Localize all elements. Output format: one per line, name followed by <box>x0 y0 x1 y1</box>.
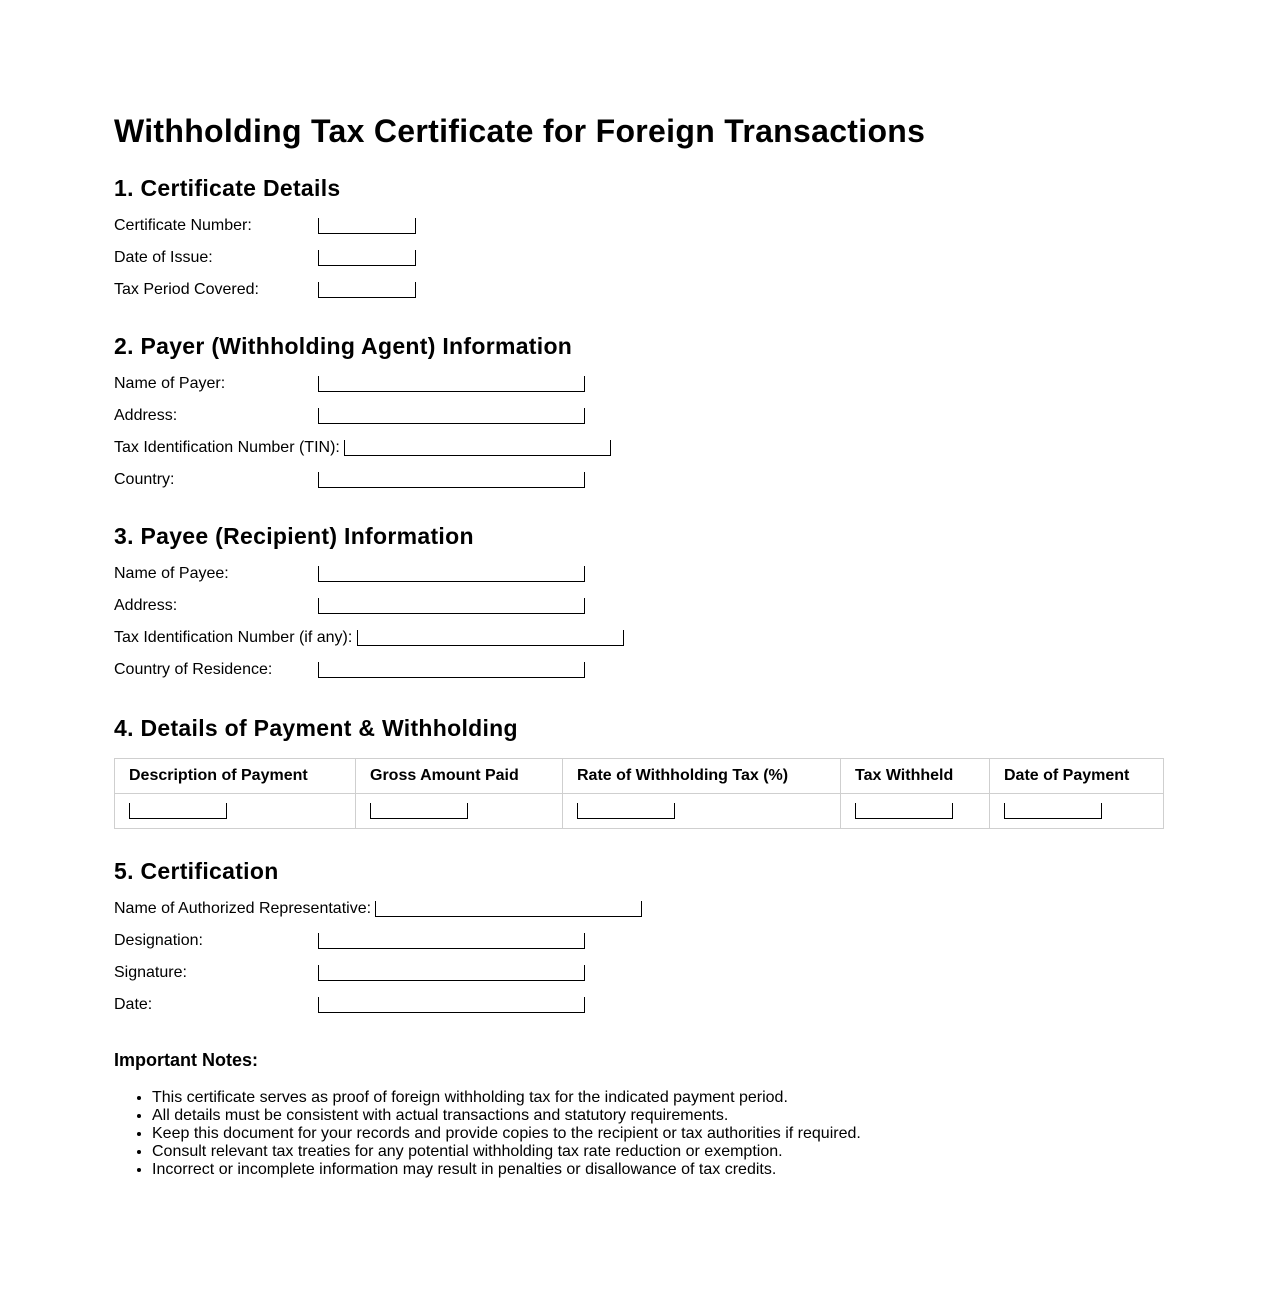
payee-tin-field[interactable] <box>357 630 624 646</box>
payer-name-field[interactable] <box>318 376 585 392</box>
payer-country-field[interactable] <box>318 472 585 488</box>
date-field[interactable] <box>318 997 585 1013</box>
payee-tin-row <box>114 622 1164 654</box>
section-payee-heading: 3. Payee (Recipient) Information <box>114 523 474 549</box>
date-of-payment-field[interactable] <box>1004 803 1102 819</box>
column-header: Tax Withheld <box>841 759 990 794</box>
field-label: Tax Identification Number (TIN): <box>114 439 340 456</box>
payee-address-row <box>114 590 1164 622</box>
field-label: Signature: <box>114 964 187 981</box>
signature-field[interactable] <box>318 965 585 981</box>
field-label: Address: <box>114 407 178 424</box>
designation-field[interactable] <box>318 933 585 949</box>
description-of-payment-field[interactable] <box>129 803 227 819</box>
payee-name-row <box>114 558 1164 590</box>
table-cell <box>841 794 990 829</box>
column-header: Description of Payment <box>115 759 356 794</box>
representative-name-row <box>114 893 1164 925</box>
field-label: Certificate Number: <box>114 217 252 234</box>
field-label: Date: <box>114 996 153 1013</box>
payee-country-row <box>114 654 1164 686</box>
list-item: • This certificate serves as proof of foreign withholding tax for the indicated payment period. <box>152 1089 1164 1107</box>
notes-title: Important Notes: <box>114 1050 258 1070</box>
section-certification-heading: 5. Certification <box>114 858 279 884</box>
notes-list <box>114 1089 1164 1179</box>
payer-address-field[interactable] <box>318 408 585 424</box>
certificate-number-row <box>114 210 1164 242</box>
payer-tin-row <box>114 432 1164 464</box>
field-label: Address: <box>114 597 178 614</box>
certification-fields <box>114 893 1164 1021</box>
payee-address-field[interactable] <box>318 598 585 614</box>
column-header: Date of Payment <box>990 759 1164 794</box>
withholding-rate-field[interactable] <box>577 803 675 819</box>
section-payer-heading: 2. Payer (Withholding Agent) Information <box>114 333 573 359</box>
payer-tin-field[interactable] <box>344 440 611 456</box>
list-item: • All details must be consistent with actual transactions and statutory requirements. <box>152 1107 1164 1125</box>
list-item: • Incorrect or incomplete information may result in penalties or disallowance of tax credits. <box>152 1161 1164 1179</box>
field-label: Country: <box>114 471 175 488</box>
tax-period-field[interactable] <box>318 282 416 298</box>
field-label: Designation: <box>114 932 203 949</box>
payee-country-field[interactable] <box>318 662 585 678</box>
field-label: Name of Payee: <box>114 565 229 582</box>
gross-amount-field[interactable] <box>370 803 468 819</box>
field-label: Name of Authorized Representative: <box>114 900 372 917</box>
date-row <box>114 989 1164 1021</box>
payer-fields <box>114 368 1164 496</box>
field-label: Country of Residence: <box>114 661 273 678</box>
signature-row <box>114 957 1164 989</box>
section-payment-heading: 4. Details of Payment & Withholding <box>114 715 518 741</box>
table-cell <box>563 794 841 829</box>
column-header: Gross Amount Paid <box>356 759 563 794</box>
payee-fields <box>114 558 1164 686</box>
payee-name-field[interactable] <box>318 566 585 582</box>
field-label: Date of Issue: <box>114 249 213 266</box>
column-header: Rate of Withholding Tax (%) <box>563 759 841 794</box>
payer-address-row <box>114 400 1164 432</box>
table-cell <box>356 794 563 829</box>
table-row <box>115 794 1164 829</box>
tax-period-row <box>114 274 1164 306</box>
section-certificate-heading: 1. Certificate Details <box>114 175 341 201</box>
date-of-issue-field[interactable] <box>318 250 416 266</box>
date-of-issue-row <box>114 242 1164 274</box>
payer-name-row <box>114 368 1164 400</box>
table-cell <box>115 794 356 829</box>
representative-name-field[interactable] <box>375 901 642 917</box>
designation-row <box>114 925 1164 957</box>
table-header-row <box>115 759 1164 794</box>
certificate-fields <box>114 210 1164 306</box>
field-label: Name of Payer: <box>114 375 226 392</box>
tax-withheld-field[interactable] <box>855 803 953 819</box>
payment-table <box>114 758 1164 829</box>
field-label: Tax Identification Number (if any): <box>114 629 353 646</box>
payer-country-row <box>114 464 1164 496</box>
field-label: Tax Period Covered: <box>114 281 259 298</box>
document-title: Withholding Tax Certificate for Foreign Transactions <box>114 113 926 149</box>
table-cell <box>990 794 1164 829</box>
certificate-number-field[interactable] <box>318 218 416 234</box>
list-item: • Keep this document for your records and provide copies to the recipient or tax authorities if required. <box>152 1125 1164 1143</box>
list-item: • Consult relevant tax treaties for any potential withholding tax rate reduction or exemption. <box>152 1143 1164 1161</box>
